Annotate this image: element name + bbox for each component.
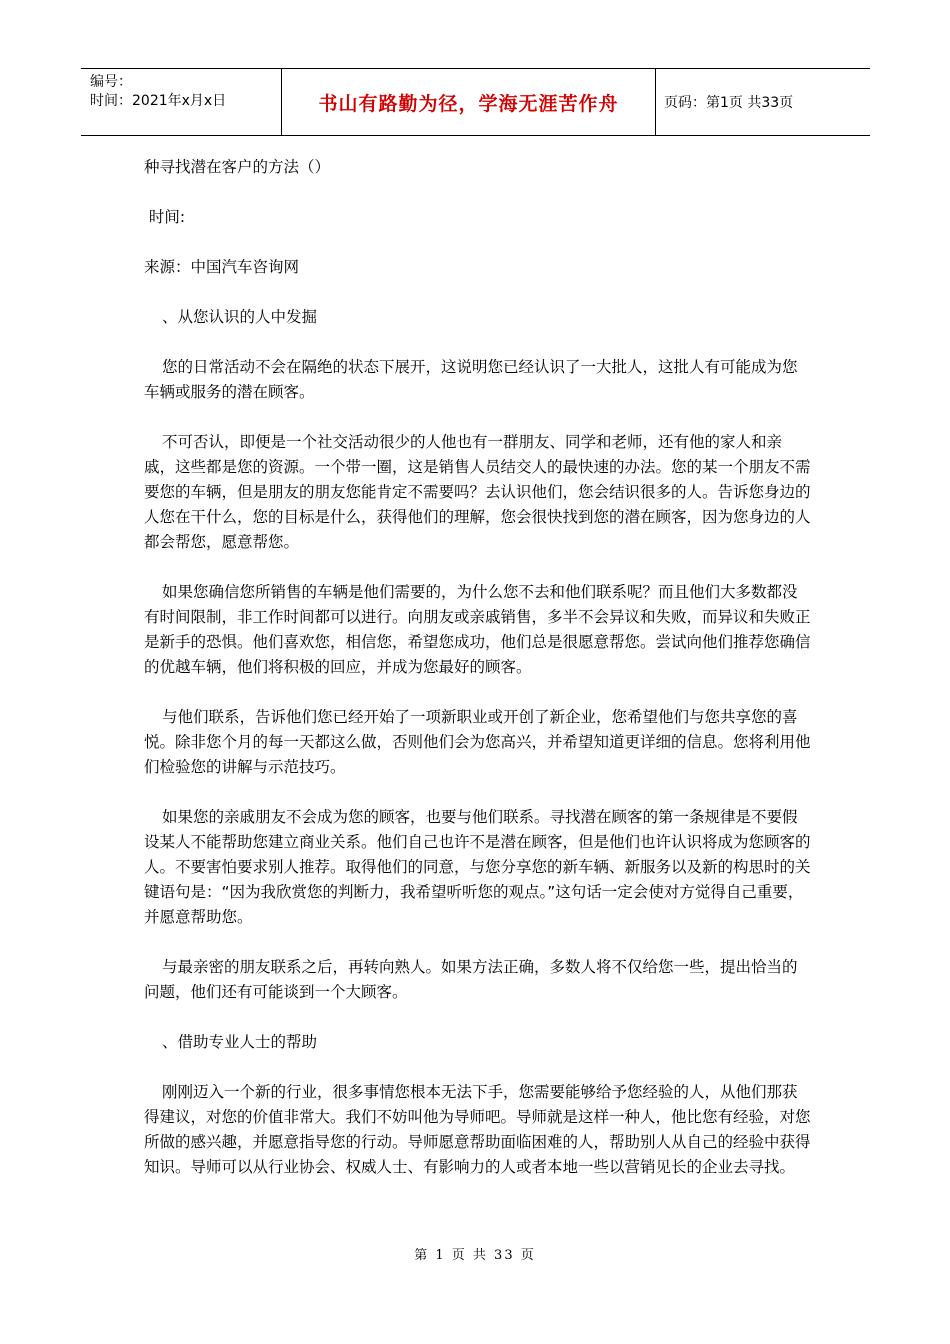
paragraph-3: 如果您确信您所销售的车辆是他们需要的，为什么您不去和他们联系呢？而且他们大多数都没有时间限制，非工作时间都可以进行。向朋友或亲戚销售，多半不会异议和失败，而异议和失败正是新手的恐惧。他们喜欢您，相信您，希望您成功，他们总是很愿意帮您。尝试向他们推荐您确信的优越车辆，他们将积极的回应，并成为您最好的顾客。 [144,583,811,676]
paragraph-4: 与他们联系，告诉他们您已经开始了一项新职业或开创了新企业，您希望他们与您共享您的喜悦。除非您个月的每一天都这么做，否则他们会为您高兴，并希望知道更详细的信息。您将利用他们检验您的讲解与示范技巧。 [144,708,811,776]
section-heading-2: 、借助专业人士的帮助 [162,1033,318,1051]
header-divider-right [655,69,656,135]
paragraph-6: 与最亲密的朋友联系之后，再转向熟人。如果方法正确，多数人将不仅给您一些，提出恰当的问题，他们还有可能谈到一个大顾客。 [144,958,798,1001]
article-title: 种寻找潜在客户的方法（） [144,158,331,176]
document-number-label: 编号： [90,74,132,90]
section-heading-1: 、从您认识的人中发掘 [162,308,318,326]
header-motto: 书山有路勤为径，学海无涯苦作舟 [318,92,619,115]
header-page-info: 页码：第1页 共33页 [664,95,794,111]
document-date-label: 时间：2021年x月x日 [90,93,227,109]
document-header [81,68,870,136]
article-source-line: 来源：中国汽车咨询网 [144,258,300,276]
article-body [144,155,812,1205]
paragraph-7: 刚刚迈入一个新的行业，很多事情您根本无法下手，您需要能够给予您经验的人，从他们那获得建议，对您的价值非常大。我们不妨叫他为导师吧。导师就是这样一种人，他比您有经验，对您所做的感兴趣，并愿意指导您的行动。导师愿意帮助面临困难的人，帮助别人从自己的经验中获得知识。导师可以从行业协会、权威人士、有影响力的人或者本地一些以营销见长的企业去寻找。 [144,1083,811,1176]
paragraph-2: 不可否认，即便是一个社交活动很少的人他也有一群朋友、同学和老师，还有他的家人和亲戚，这些都是您的资源。一个带一圈，这是销售人员结交人的最快速的办法。您的某一个朋友不需要您的车辆，但是朋友的朋友您能肯定不需要吗？去认识他们，您会结识很多的人。告诉您身边的人您在干什么，您的目标是什么，获得他们的理解，您会很快找到您的潜在顾客，因为您身边的人都会帮您，愿意帮您。 [144,433,811,551]
paragraph-1: 您的日常活动不会在隔绝的状态下展开，这说明您已经认识了一大批人，这批人有可能成为您车辆或服务的潜在顾客。 [144,358,798,401]
article-time-line: 时间: [144,208,186,226]
page-footer: 第 1 页 共 33 页 [414,1248,536,1263]
header-meta [90,73,226,111]
paragraph-5: 如果您的亲戚朋友不会成为您的顾客，也要与他们联系。寻找潜在顾客的第一条规律是不要假设某人不能帮助您建立商业关系。他们自己也许不是潜在顾客，但是他们也许认识将成为您顾客的人。不要害怕要求别人推荐。取得他们的同意，与您分享您的新车辆、新服务以及新的构思时的关键语句是：“因为我欣赏您的判断力，我希望听听您的观点。”这句话一定会使对方觉得自己重要，并愿意帮助您。 [144,808,811,926]
